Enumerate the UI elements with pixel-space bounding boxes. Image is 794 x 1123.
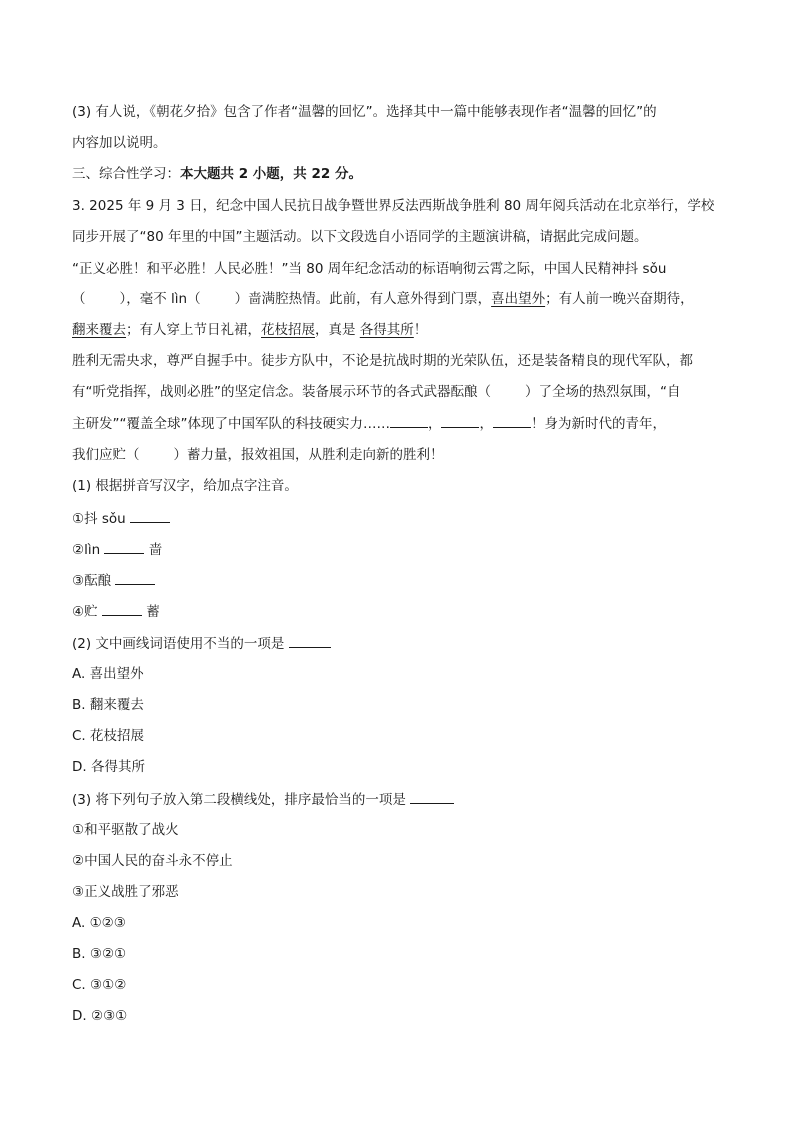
passage-text: ），毫不 lìn（ — [119, 291, 201, 307]
sub-3-option-b: B. ③②① — [72, 946, 127, 962]
item-label: ②lìn — [72, 542, 101, 558]
underlined-phrase-b: 翻来覆去 — [72, 322, 126, 338]
sentence-3: ③正义战胜了邪恶 — [72, 884, 179, 900]
passage-p2-line-2 — [72, 382, 681, 402]
sub-3-text: (3) 将下列句子放入第二段横线处，排序最恰当的一项是 — [72, 792, 406, 808]
sentence-2: ②中国人民的奋斗永不停止 — [72, 853, 233, 869]
question-2-3-line-1: (3) 有人说，《朝花夕拾》包含了作者“温馨的回忆”。选择其中一篇中能够表现作者“温馨的回忆”的 — [72, 104, 657, 120]
section-3-prefix: 三、综合性学习： — [72, 166, 180, 182]
answer-blank[interactable] — [115, 570, 155, 585]
item-label: ①抖 sǒu — [72, 511, 126, 527]
fill-blank-3[interactable] — [493, 413, 531, 428]
answer-blank[interactable] — [289, 633, 331, 648]
passage-text: ！身为新时代的青年， — [530, 416, 666, 432]
answer-blank[interactable] — [104, 539, 144, 554]
sub-3-option-a: A. ①②③ — [72, 915, 126, 931]
passage-p2-line-1: 胜利无需央求，尊严自握手中。徒步方队中，不论是抗战时期的光荣队伍，还是装备精良的现代军队，都 — [72, 353, 693, 369]
underlined-phrase-c: 花枝招展 — [261, 322, 315, 338]
passage-p1-line-1: “正义必胜！和平必胜！人民必胜！”当 80 周年纪念活动的标语响彻云霄之际，中国人民精神抖 sǒu — [72, 261, 667, 277]
answer-blank[interactable] — [130, 508, 170, 523]
sub-question-2 — [72, 633, 331, 654]
sub-question-3 — [72, 789, 454, 810]
sub-1-item-4 — [72, 601, 160, 622]
passage-text: ！ — [413, 322, 428, 338]
sub-3-option-d: D. ②③① — [72, 1008, 128, 1024]
passage-p1-line-2 — [72, 289, 694, 309]
sub-question-1: (1) 根据拼音写汉字，给加点字注音。 — [72, 478, 298, 494]
answer-blank[interactable] — [410, 789, 454, 804]
sub-1-item-2 — [72, 539, 162, 560]
paren-open: （ — [72, 291, 86, 307]
fill-blank-2[interactable] — [441, 413, 479, 428]
passage-text: ；有人前一晚兴奋期待， — [545, 291, 694, 307]
answer-blank[interactable] — [102, 601, 142, 616]
passage-text: ；有人穿上节日礼裙， — [126, 322, 261, 338]
question-3-stem-line-2: 同步开展了“80 年里的中国”主题活动。以下文段选自小语同学的主题演讲稿，请据此完成问题。 — [72, 229, 648, 245]
underlined-phrase-d: 各得其所 — [359, 322, 414, 338]
item-tail: 啬 — [148, 542, 163, 558]
passage-p1-line-3 — [72, 320, 427, 340]
passage-text: ，真是 — [315, 322, 356, 338]
passage-text: ）啬满腔热情。此前，有人意外得到门票， — [234, 291, 492, 307]
item-tail: 蓄 — [146, 604, 160, 620]
passage-p2-line-3 — [72, 413, 666, 434]
passage-p2-line-4 — [72, 445, 444, 465]
passage-text: 我们应贮（ — [72, 447, 140, 463]
sub-2-text: (2) 文中画线词语使用不当的一项是 — [72, 636, 285, 652]
passage-text: 有“听党指挥，战则必胜”的坚定信念。装备展示环节的各式武器酝酿（ — [72, 384, 491, 400]
sentence-1: ①和平驱散了战火 — [72, 822, 179, 838]
question-3-stem-line-1: 3. 2025 年 9 月 3 日，纪念中国人民抗日战争暨世界反法西斯战争胜利 80 周年阅兵活动在北京举行，学校 — [72, 198, 715, 214]
passage-text: ）蓄力量，报效祖国，从胜利走向新的胜利！ — [173, 447, 444, 463]
passage-text: ， — [479, 416, 493, 432]
sub-2-option-b: B. 翻来覆去 — [72, 697, 144, 713]
section-3-heading — [72, 164, 362, 184]
underlined-phrase-a: 喜出望外 — [491, 291, 546, 307]
passage-text: 主研发”“覆盖全球”体现了中国军队的科技硬实力…… — [72, 416, 390, 432]
sub-1-item-3 — [72, 570, 155, 591]
question-2-3-line-2: 内容加以说明。 — [72, 135, 167, 151]
sub-2-option-d: D. 各得其所 — [72, 759, 145, 775]
passage-text: ， — [427, 416, 442, 432]
sub-2-option-c: C. 花枝招展 — [72, 728, 145, 744]
passage-text: ）了全场的热烈氛围，“自 — [525, 384, 681, 400]
item-label: ④贮 — [72, 604, 98, 620]
fill-blank-1[interactable] — [390, 413, 428, 428]
sub-2-option-a: A. 喜出望外 — [72, 666, 144, 682]
sub-1-item-1 — [72, 508, 170, 529]
sub-3-option-c: C. ③①② — [72, 977, 127, 993]
section-3-score: 本大题共 2 小题，共 22 分。 — [180, 166, 362, 182]
item-label: ③酝酿 — [72, 573, 112, 589]
